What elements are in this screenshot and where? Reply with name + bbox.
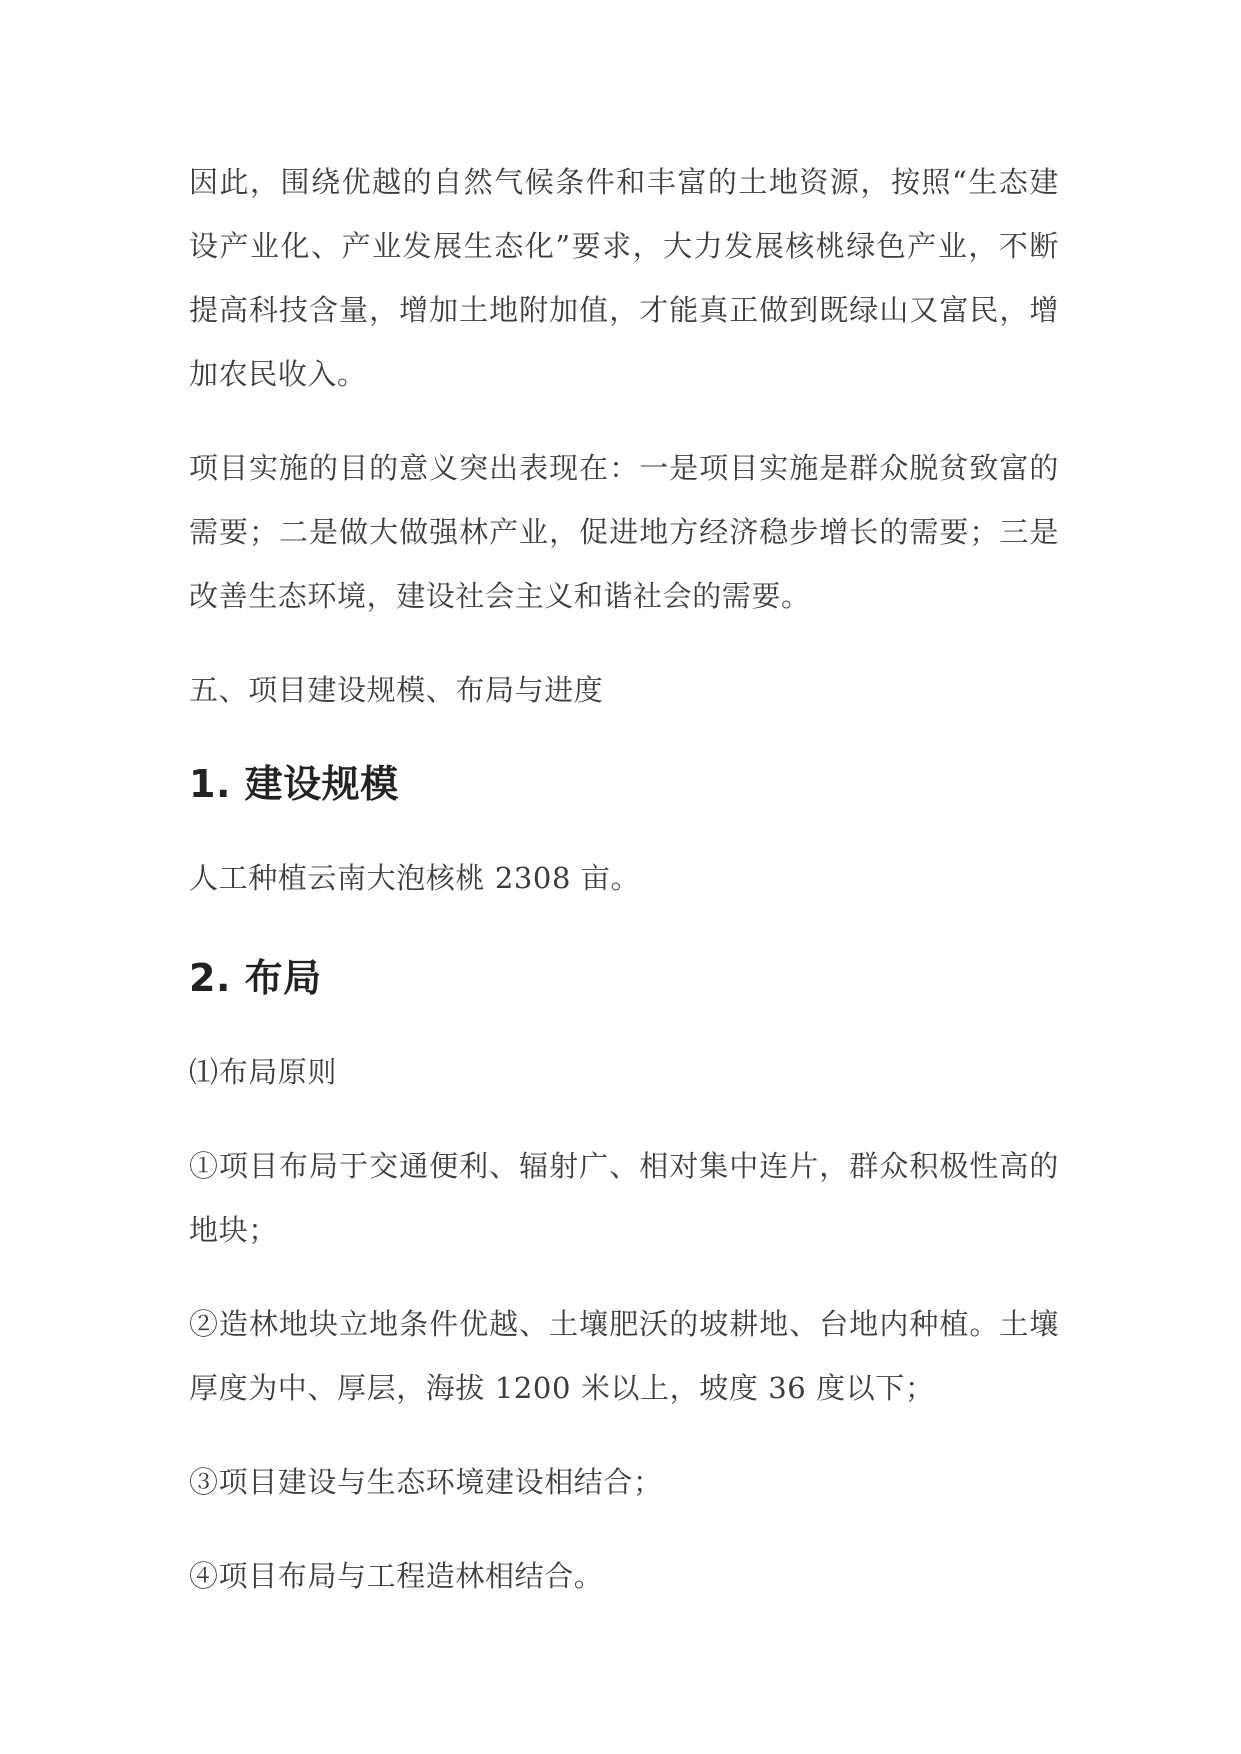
paragraph-significance-intro: 因此，围绕优越的自然气候条件和丰富的土地资源，按照“生态建设产业化、产业发展生态化”要求，大力发展核桃绿色产业，不断提高科技含量，增加土地附加值，才能真正做到既绿山又富民，增加农民收入。 <box>189 165 1059 391</box>
heading-construction-scale: 1. 建设规模 <box>189 762 399 806</box>
list-item-principle-4: ④项目布局与工程造林相结合。 <box>189 1559 604 1593</box>
paragraph-spacer <box>189 1420 1059 1450</box>
list-item-principle-1: ①项目布局于交通便利、辐射广、相对集中连片，群众积极性高的地块； <box>189 1149 1059 1247</box>
paragraph-spacer <box>189 722 1059 752</box>
paragraph-spacer <box>189 910 1059 946</box>
list-item-principle-3: ③项目建设与生态环境建设相结合； <box>189 1465 663 1499</box>
paragraph-spacer <box>189 628 1059 658</box>
section-title-scale-layout-progress: 五、项目建设规模、布局与进度 <box>189 673 604 707</box>
paragraph-spacer <box>189 1010 1059 1040</box>
paragraph-spacer <box>189 1514 1059 1544</box>
paragraph-spacer <box>189 1104 1059 1134</box>
paragraph-project-purpose: 项目实施的目的意义突出表现在：一是项目实施是群众脱贫致富的需要；二是做大做强林产业，促进地方经济稳步增长的需要；三是改善生态环境，建设社会主义和谐社会的需要。 <box>189 451 1059 613</box>
subheading-layout-principles: ⑴布局原则 <box>189 1055 338 1089</box>
document-body <box>189 150 1059 1608</box>
paragraph-spacer <box>189 1262 1059 1292</box>
heading-layout: 2. 布局 <box>189 956 322 1000</box>
paragraph-planting-scale: 人工种植云南大泡核桃 2308 亩。 <box>189 861 641 895</box>
paragraph-spacer <box>189 816 1059 846</box>
paragraph-spacer <box>189 406 1059 436</box>
list-item-principle-2: ②造林地块立地条件优越、土壤肥沃的坡耕地、台地内种植。土壤厚度为中、厚层，海拔 1200 米以上，坡度 36 度以下； <box>189 1307 1059 1405</box>
